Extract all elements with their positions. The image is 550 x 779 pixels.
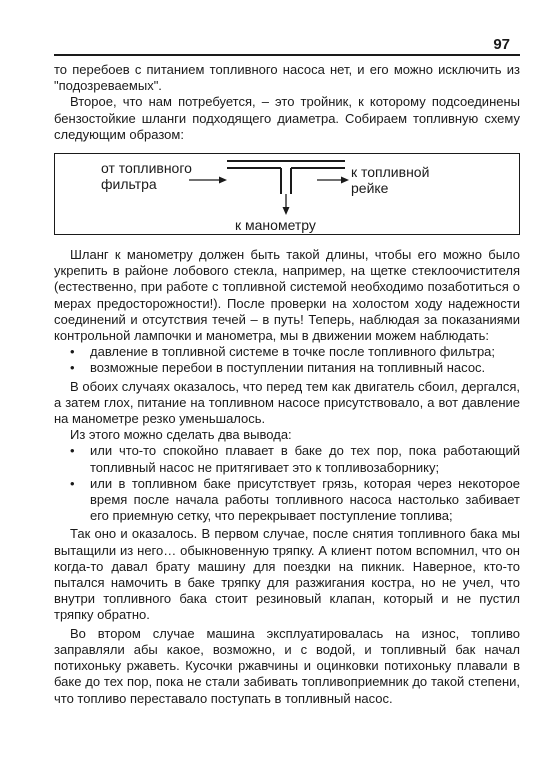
- paragraph-2: Второе, что нам потребуется, – это тройник, к которому подсоединены бензостойкие шланги подходящего диаметра. Собираем топливную схему следующим образом:: [54, 94, 520, 142]
- bullet-list-conclusions: [54, 443, 520, 524]
- bullet-marker: •: [70, 443, 75, 459]
- list-item: • или что-то спокойно плавает в баке до тех пор, пока работающий топливный насос не притягивает это к топливозаборнику;: [70, 443, 520, 475]
- bullet-marker: •: [70, 344, 75, 360]
- diagram-label-from-filter: от топливного фильтра: [101, 160, 192, 193]
- paragraph-1: то перебоев с питанием топливного насоса нет, и его можно исключить из "подозреваемых".: [54, 62, 520, 94]
- paragraph-4: В обоих случаях оказалось, что перед тем как двигатель сбоил, дергался, а затем глох, питание на топливном насосе присутствовало, а вот давление на манометре резко уменьшалось.: [54, 378, 520, 427]
- paragraph-3: Шланг к манометру должен быть такой длины, чтобы его можно было укрепить в районе лобового стекла, например, на щетке стеклоочистителя (естественно, при работе с топливной системой необходимо позаботиться о мерах предосторожности!). После проверки на холостом ходу надежности соединений и отсутствия течей – в путь! Теперь, наблюдая за показаниями контрольной лампочки и манометра, мы в движении можем наблюдать:: [54, 247, 520, 344]
- list-item: • возможные перебои в поступлении питания на топливный насос.: [70, 360, 486, 376]
- page-number: 97: [493, 36, 510, 53]
- paragraph-5: Из этого можно сделать два вывода:: [70, 427, 292, 443]
- fuel-scheme-diagram: [54, 153, 520, 235]
- bullet-marker: •: [70, 360, 75, 376]
- page-content: [54, 62, 520, 707]
- header-rule: [54, 54, 520, 56]
- list-item: • давление в топливной системе в точке после топливного фильтра;: [70, 344, 496, 360]
- list-item: • или в топливном баке присутствует грязь, которая через некоторое время после начала работы топливного насоса настолько забивает его приемную сетку, что перекрывает поступление топлива;: [70, 475, 520, 524]
- paragraph-6: Так оно и оказалось. В первом случае, после снятия топливного бака мы вытащили из него… обыкновенную тряпку. А клиент потом вспомнил, что он когда-то давал брату машину для поездки на пикник. Наверное, кто-то пытался намочить в баке тряпку для разжигания костра, но не учел, что внутри топливного бака стоит резиновый клапан, который и не пустил тряпку обратно.: [54, 526, 520, 623]
- diagram-label-to-gauge: к манометру: [235, 217, 316, 234]
- diagram-label-to-rail: к топливной рейке: [351, 164, 430, 197]
- bullet-marker: •: [70, 475, 75, 491]
- bullet-list-observations: [54, 344, 520, 376]
- paragraph-7: Во втором случае машина эксплуатировалась на износ, топливо заправляли абы какое, возможно, и с водой, и топливный бак начал потихоньку ржаветь. Кусочки ржавчины и оцинковки потихоньку плавали в баке до тех пор, пока не стали забивать топливоприемник до такой степени, что топливо переставало поступать в топливный насос.: [54, 625, 520, 706]
